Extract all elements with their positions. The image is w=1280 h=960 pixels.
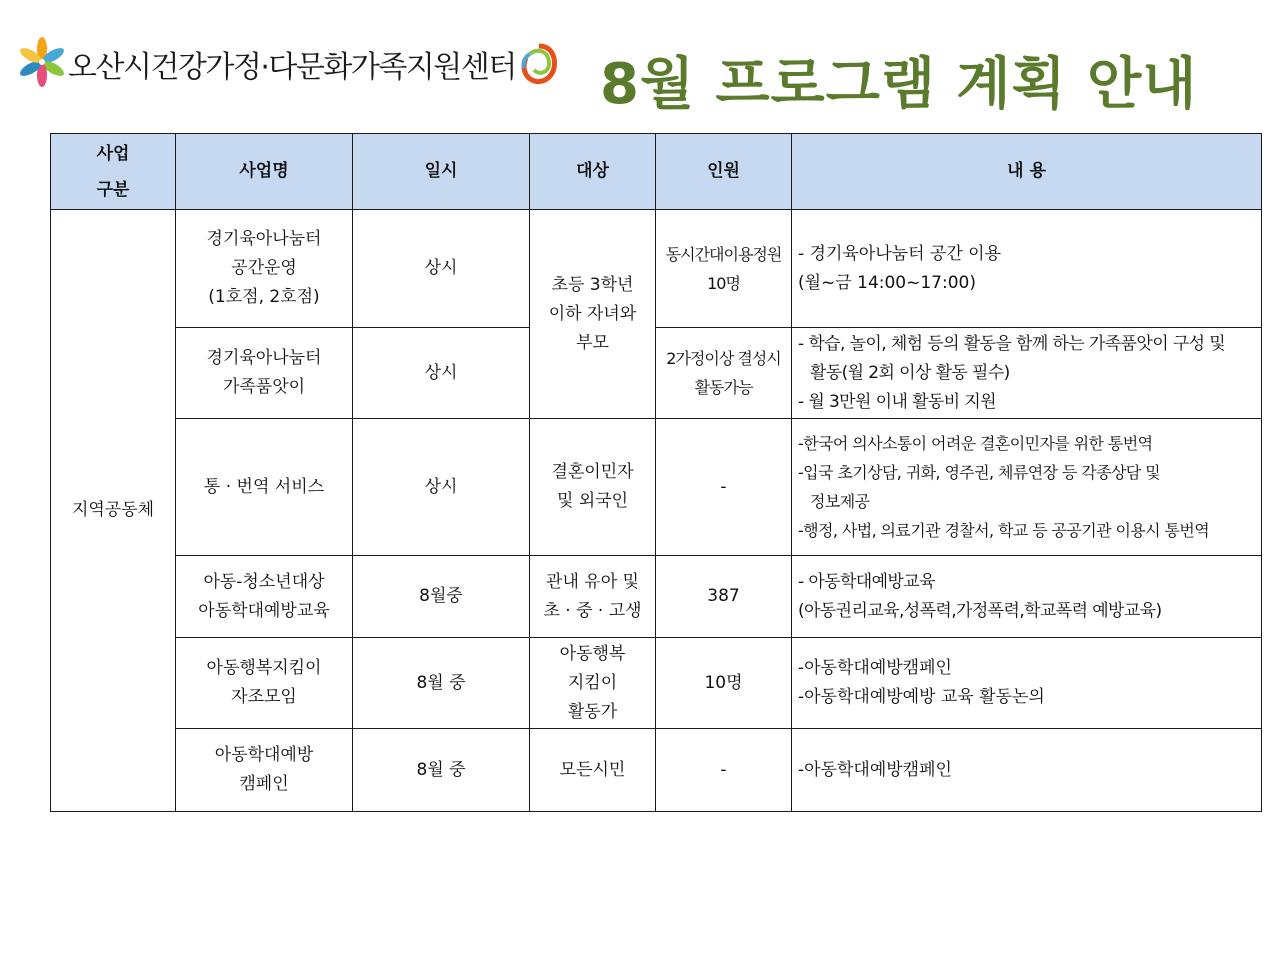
program-target: 모든시민 (530, 729, 656, 812)
program-target: 관내 유아 및 초 · 중 · 고생 (530, 556, 656, 638)
table-row (51, 729, 1262, 812)
program-content: - 경기육아나눔터 공간 이용 (월~금 14:00~17:00) (792, 210, 1262, 328)
header-content: 내 용 (792, 134, 1262, 210)
program-date: 상시 (353, 210, 530, 328)
program-name: 아동-청소년대상 아동학대예방교육 (176, 556, 353, 638)
table-row (51, 419, 1262, 556)
program-content: -아동학대예방캠페인 -아동학대예방예방 교육 활동논의 (792, 638, 1262, 729)
program-name: 경기육아나눔터 공간운영 (1호점, 2호점) (176, 210, 353, 328)
table-row (51, 638, 1262, 729)
program-date: 상시 (353, 328, 530, 419)
program-name: 경기육아나눔터 가족품앗이 (176, 328, 353, 419)
program-target: 결혼이민자 및 외국인 (530, 419, 656, 556)
program-people: 동시간대이용정원 10명 (656, 210, 792, 328)
program-content: - 학습, 놀이, 체험 등의 활동을 함께 하는 가족품앗이 구성 및 활동(월 2회 이상 활동 필수) - 월 3만원 이내 활동비 지원 (792, 328, 1262, 419)
program-date: 상시 (353, 419, 530, 556)
center-name: 오산시건강가정·다문화가족지원센터 (68, 50, 516, 85)
program-date: 8월 중 (353, 638, 530, 729)
program-date: 8월중 (353, 556, 530, 638)
program-name: 아동학대예방 캠페인 (176, 729, 353, 812)
header-date: 일시 (353, 134, 530, 210)
table-header-row (51, 134, 1262, 210)
program-content: - 아동학대예방교육 (아동권리교육,성폭력,가정폭력,학교폭력 예방교육) (792, 556, 1262, 638)
program-people: 387 (656, 556, 792, 638)
program-people: 2가정이상 결성시 활동가능 (656, 328, 792, 419)
category-cell: 지역공동체 (51, 210, 176, 812)
program-people: - (656, 419, 792, 556)
header-name: 사업명 (176, 134, 353, 210)
header-target: 대상 (530, 134, 656, 210)
program-table (50, 133, 1262, 812)
header-category: 사업 구분 (51, 134, 176, 210)
program-name: 아동행복지킴이 자조모임 (176, 638, 353, 729)
pinwheel-logo-icon (20, 36, 64, 92)
program-content: -아동학대예방캠페인 (792, 729, 1262, 812)
page-title: 8월 프로그램 계획 안내 (600, 52, 1198, 117)
program-target: 아동행복 지킴이 활동가 (530, 638, 656, 729)
family-mark-icon (520, 42, 558, 86)
page-header (0, 0, 1280, 125)
program-name: 통 · 번역 서비스 (176, 419, 353, 556)
center-logo (20, 34, 558, 94)
table-row (51, 556, 1262, 638)
program-target: 초등 3학년 이하 자녀와 부모 (530, 210, 656, 419)
header-people: 인원 (656, 134, 792, 210)
program-people: 10명 (656, 638, 792, 729)
table-row (51, 210, 1262, 328)
program-people: - (656, 729, 792, 812)
program-date: 8월 중 (353, 729, 530, 812)
table-row (51, 328, 1262, 419)
program-content: -한국어 의사소통이 어려운 결혼이민자를 위한 통번역 -입국 초기상담, 귀화, 영주권, 체류연장 등 각종상담 및 정보제공 -행정, 사법, 의료기관 경찰서, 학교 등 공공기관 이용시 통번역 (792, 419, 1262, 556)
